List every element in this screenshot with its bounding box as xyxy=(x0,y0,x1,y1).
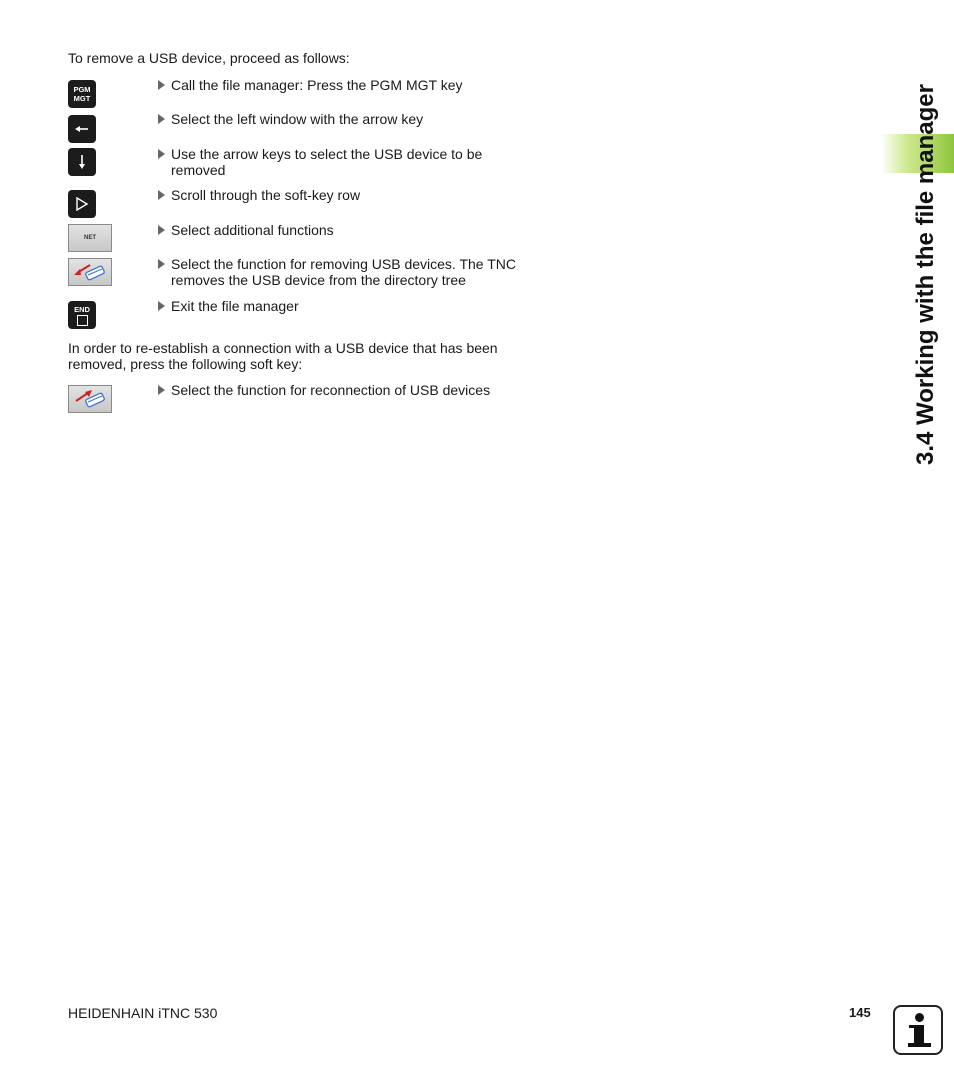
page-number: 145 xyxy=(849,1005,871,1020)
down-arrow-icon xyxy=(77,154,87,170)
next-softkey-row-key[interactable] xyxy=(68,190,96,218)
step-text: Select the function for removing USB devices. The TNC removes the USB device from the directory tree xyxy=(171,256,516,288)
step-instruction xyxy=(158,77,528,93)
usb-remove-softkey[interactable] xyxy=(68,258,112,286)
bullet-arrow-icon xyxy=(158,301,165,311)
usb-remove-icon xyxy=(70,261,110,283)
chapter-title: 3.4 Working with the file manager xyxy=(912,84,939,465)
end-key[interactable] xyxy=(68,301,96,329)
end-square-icon xyxy=(77,315,88,326)
down-arrow-key[interactable] xyxy=(68,148,96,176)
bullet-arrow-icon xyxy=(158,225,165,235)
usb-connect-softkey[interactable] xyxy=(68,385,112,413)
step-text: Select the left window with the arrow key xyxy=(171,111,424,127)
bullet-arrow-icon xyxy=(158,114,165,124)
left-arrow-key[interactable] xyxy=(68,115,96,143)
step-text: Select additional functions xyxy=(171,222,334,238)
info-icon xyxy=(893,1005,943,1055)
bullet-arrow-icon xyxy=(158,190,165,200)
bullet-arrow-icon xyxy=(158,385,165,395)
left-arrow-icon xyxy=(74,124,90,134)
step-instruction xyxy=(158,146,528,178)
bullet-arrow-icon xyxy=(158,80,165,90)
step-text: Use the arrow keys to select the USB device to be removed xyxy=(171,146,483,178)
step-instruction xyxy=(158,111,528,127)
end-key-label: END xyxy=(74,304,90,314)
pgm-mgt-key[interactable] xyxy=(68,80,96,108)
step-instruction xyxy=(158,298,528,314)
step-text: Select the function for reconnection of USB devices xyxy=(171,382,491,398)
intro-remove: To remove a USB device, proceed as follows: xyxy=(68,50,350,66)
next-softkey-row-icon xyxy=(75,197,89,211)
net-softkey[interactable] xyxy=(68,224,112,252)
footer-product: HEIDENHAIN iTNC 530 xyxy=(68,1005,218,1021)
step-text: Scroll through the soft-key row xyxy=(171,187,361,203)
bullet-arrow-icon xyxy=(158,149,165,159)
net-softkey-label: NET xyxy=(84,235,96,241)
pgm-mgt-key-label: PGM MGT xyxy=(73,85,91,103)
step-instruction xyxy=(158,187,528,203)
step-instruction xyxy=(158,382,528,398)
bullet-arrow-icon xyxy=(158,259,165,269)
step-text: Exit the file manager xyxy=(171,298,299,314)
step-instruction xyxy=(158,256,528,288)
usb-connect-icon xyxy=(70,388,110,410)
step-text: Call the file manager: Press the PGM MGT key xyxy=(171,77,463,93)
intro-reconnect: In order to re-establish a connection with a USB device that has been removed, press the following soft key: xyxy=(68,340,498,372)
step-instruction xyxy=(158,222,528,238)
